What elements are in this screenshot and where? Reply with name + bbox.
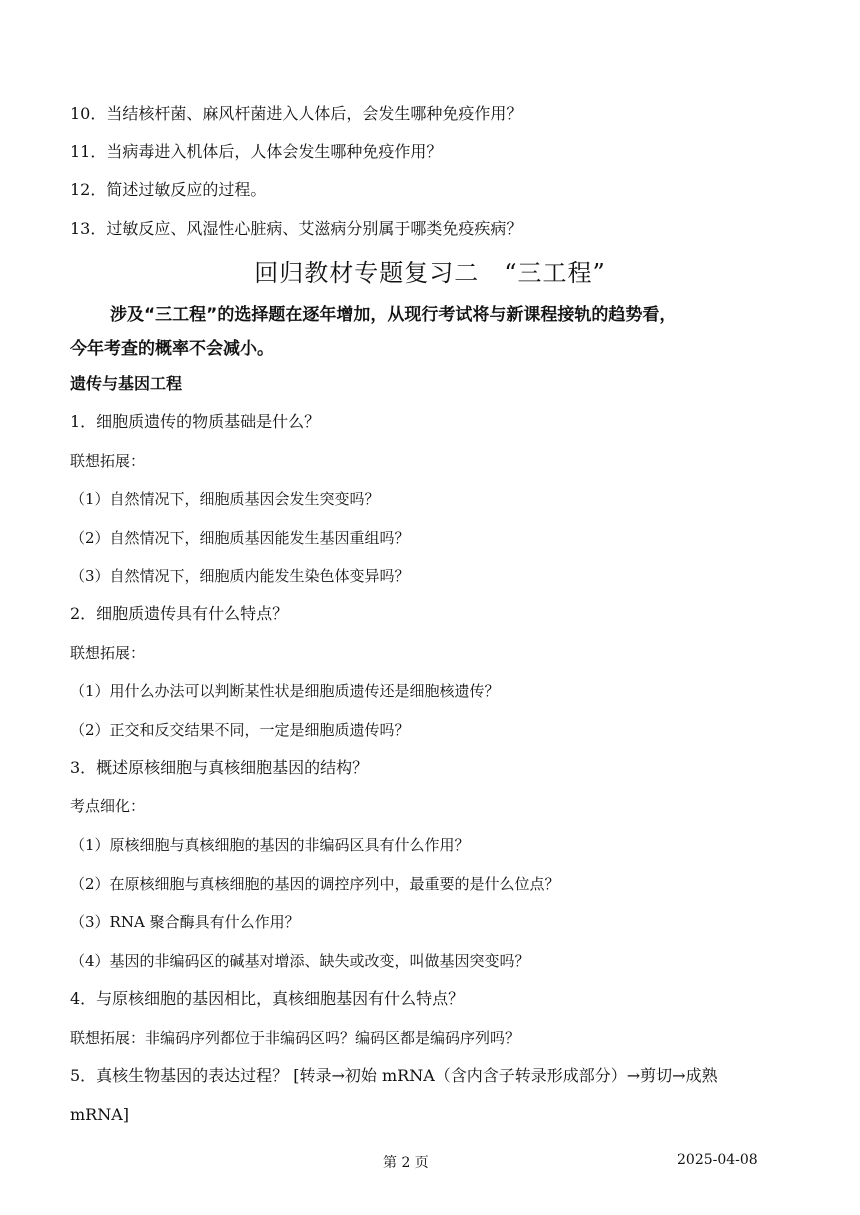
question-3: 3．概述原核细胞与真核细胞基因的结构？ — [70, 758, 369, 777]
association-label: 联想拓展： — [70, 644, 146, 662]
association-line: 联想拓展：非编码序列都位于非编码区吗？编码区都是编码序列吗？ — [70, 1029, 521, 1047]
question-13: 13．过敏反应、风湿性心脏病、艾滋病分别属于哪类免疫疾病？ — [70, 219, 523, 238]
intro-line-1: 涉及“三工程”的选择题在逐年增加，从现行考试将与新课程接轨的趋势看， — [110, 305, 677, 325]
question-11: 11．当病毒进入机体后，人体会发生哪种免疫作用？ — [70, 142, 443, 161]
question-2: 2．细胞质遗传具有什么特点？ — [70, 604, 289, 623]
question-10: 10．当结核杆菌、麻风杆菌进入人体后，会发生哪种免疫作用？ — [70, 104, 523, 123]
intro-line-2: 今年考查的概率不会减小。 — [70, 339, 274, 359]
subsection-heading: 遗传与基因工程 — [70, 374, 183, 393]
sub-item: （1）自然情况下，细胞质基因会发生突变吗？ — [70, 490, 380, 508]
question-1: 1．细胞质遗传的物质基础是什么？ — [70, 412, 321, 431]
sub-item: （1）原核细胞与真核细胞的基因的非编码区具有什么作用？ — [70, 836, 470, 854]
question-4: 4．与原核细胞的基因相比，真核细胞基因有什么特点？ — [70, 989, 465, 1008]
sub-item: （2）自然情况下，细胞质基因能发生基因重组吗？ — [70, 529, 410, 547]
sub-item: （1）用什么办法可以判断某性状是细胞质遗传还是细胞核遗传？ — [70, 682, 500, 700]
section-title: 回归教材专题复习二 “三工程” — [254, 259, 606, 287]
sub-item: （3）自然情况下，细胞质内能发生染色体变异吗？ — [70, 567, 410, 585]
sub-item: （4）基因的非编码区的碱基对增添、缺失或改变，叫做基因突变吗？ — [70, 952, 530, 970]
question-12: 12．简述过敏反应的过程。 — [70, 180, 267, 199]
question-5: 5．真核生物基因的表达过程？ [转录→初始 mRNA（含内含子转录形成部分）→剪切→成熟 — [70, 1066, 718, 1085]
sub-item: （2）在原核细胞与真核细胞的基因的调控序列中，最重要的是什么位点？ — [70, 875, 560, 893]
question-5-continued: mRNA] — [70, 1105, 130, 1124]
page-number: 第 2 页 — [383, 1155, 429, 1171]
association-label: 联想拓展： — [70, 452, 146, 470]
footer-date: 2025-04-08 — [677, 1152, 758, 1168]
intro-paragraph — [70, 298, 790, 366]
sub-item: （3）RNA 聚合酶具有什么作用？ — [70, 913, 300, 931]
detail-label: 考点细化： — [70, 797, 146, 815]
sub-item: （2）正交和反交结果不同，一定是细胞质遗传吗？ — [70, 721, 410, 739]
